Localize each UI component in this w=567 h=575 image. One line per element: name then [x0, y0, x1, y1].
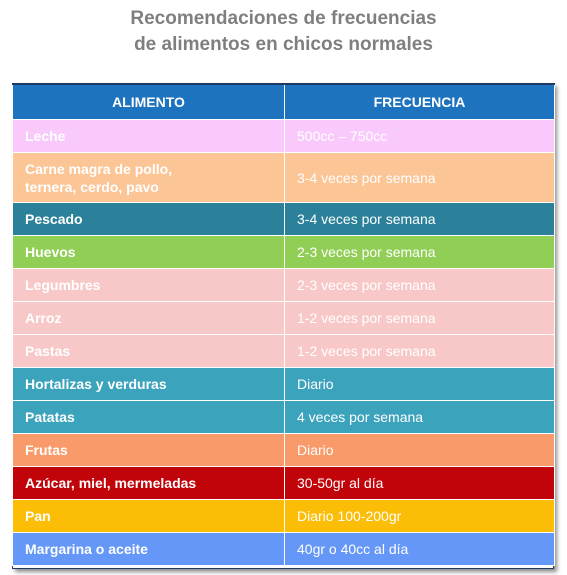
food-cell: Hortalizas y verduras	[13, 368, 285, 401]
frequency-cell: 1-2 veces por semana	[285, 302, 555, 335]
food-cell-line-1: Carne magra de pollo,	[25, 160, 173, 177]
food-cell	[13, 153, 285, 203]
table-row	[13, 120, 555, 153]
frequency-cell: Diario	[285, 434, 555, 467]
food-cell: Legumbres	[13, 269, 285, 302]
food-cell: Patatas	[13, 401, 285, 434]
food-cell: Margarina o aceite	[13, 533, 285, 566]
food-cell: Huevos	[13, 236, 285, 269]
table-row	[13, 269, 555, 302]
header-frecuencia: FRECUENCIA	[285, 84, 555, 120]
frequency-cell: 2-3 veces por semana	[285, 236, 555, 269]
title-line-1: Recomendaciones de frecuencias	[130, 8, 437, 29]
food-cell: Frutas	[13, 434, 285, 467]
page-title	[0, 6, 567, 58]
frequency-cell: Diario	[285, 368, 555, 401]
frequency-table	[12, 83, 555, 566]
frequency-cell: 500cc – 750cc	[285, 120, 555, 153]
table-row	[13, 500, 555, 533]
food-cell: Arroz	[13, 302, 285, 335]
frequency-cell: 1-2 veces por semana	[285, 335, 555, 368]
food-cell: Pastas	[13, 335, 285, 368]
food-cell: Leche	[13, 120, 285, 153]
food-cell: Pescado	[13, 203, 285, 236]
table-row	[13, 236, 555, 269]
table-row	[13, 302, 555, 335]
table-row	[13, 368, 555, 401]
table-row	[13, 533, 555, 566]
food-cell: Pan	[13, 500, 285, 533]
frequency-cell: 4 veces por semana	[285, 401, 555, 434]
frequency-cell: 2-3 veces por semana	[285, 269, 555, 302]
table-row	[13, 467, 555, 500]
table-header-row	[13, 84, 555, 120]
table-row	[13, 401, 555, 434]
header-alimento: ALIMENTO	[13, 84, 285, 120]
title-line-2: de alimentos en chicos normales	[134, 34, 433, 55]
frequency-cell: 3-4 veces por semana	[285, 203, 555, 236]
frequency-cell: Diario 100-200gr	[285, 500, 555, 533]
food-cell: Azúcar, miel, mermeladas	[13, 467, 285, 500]
food-cell-line-2: ternera, cerdo, pavo	[25, 178, 159, 195]
table-row	[13, 434, 555, 467]
frequency-cell: 30-50gr al día	[285, 467, 555, 500]
table-row	[13, 153, 555, 203]
frequency-cell: 3-4 veces por semana	[285, 153, 555, 203]
table-row	[13, 335, 555, 368]
table-row	[13, 203, 555, 236]
frequency-cell: 40gr o 40cc al día	[285, 533, 555, 566]
